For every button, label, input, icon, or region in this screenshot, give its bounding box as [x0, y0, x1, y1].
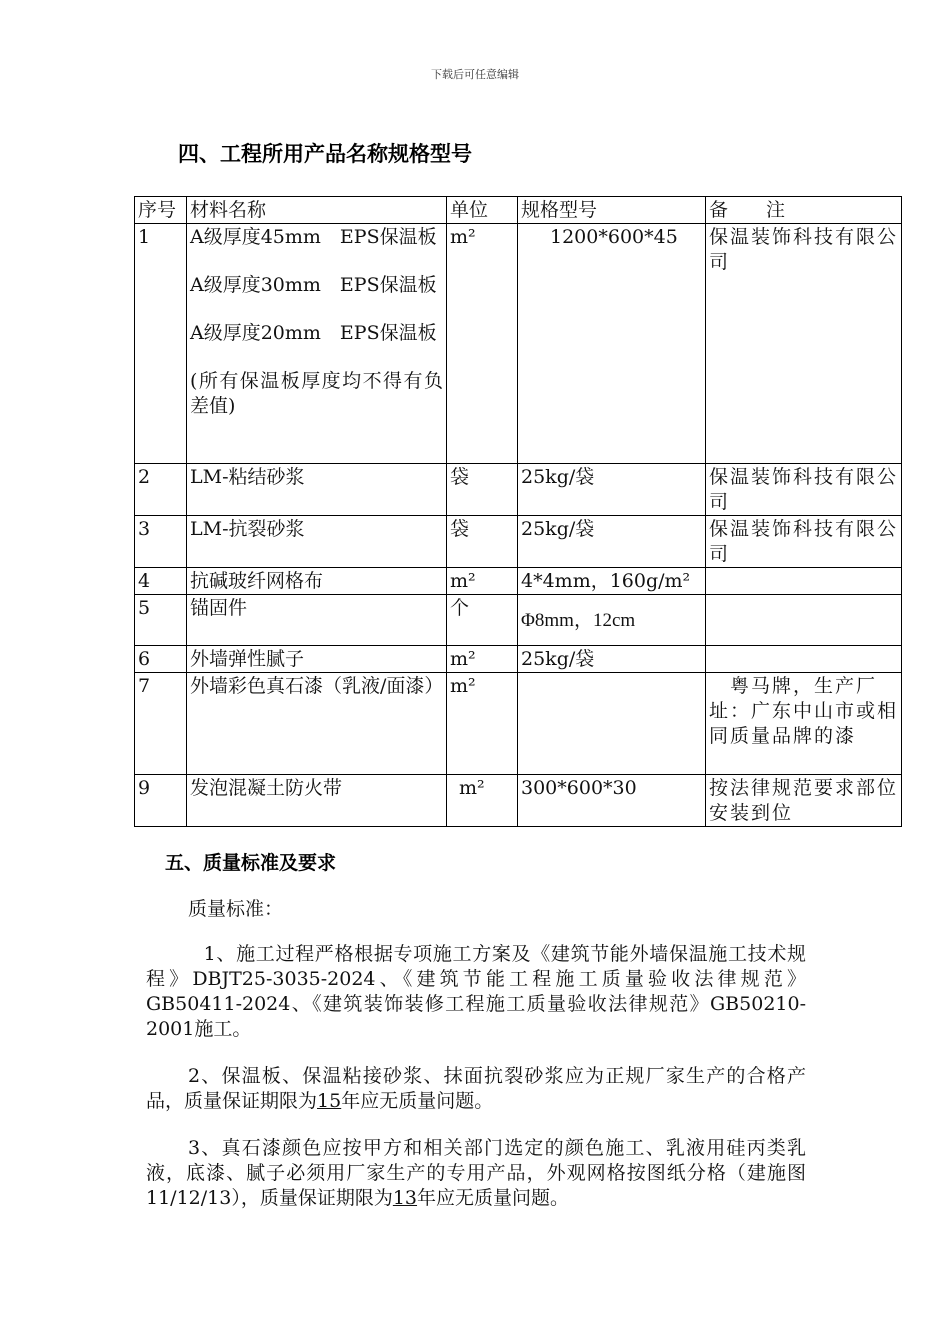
- paragraph-3-tail: 年应无质量问题。: [417, 1187, 570, 1209]
- spec-cell: Φ8mm，12cm: [518, 595, 706, 646]
- header-cell: 序号: [135, 197, 187, 224]
- material-name: LM-抗裂砂浆: [187, 516, 447, 568]
- paragraph-2-tail: 年应无质量问题。: [341, 1090, 494, 1112]
- material-name-line: A级厚度45mm EPS保温板: [190, 226, 437, 248]
- row-number: 7: [135, 673, 187, 775]
- warranty-years-13: 13: [392, 1187, 418, 1209]
- unit-cell: 个: [447, 595, 518, 646]
- paragraph-3-text: 3、真石漆颜色应按甲方和相关部门选定的颜色施工、乳液用硅丙类乳液，底漆、腻子必须用厂家生产的专用产品，外观网格按图纸分格（建施图11/12/13），质量保证期限为: [146, 1137, 806, 1209]
- header-cell: 单位: [447, 197, 518, 224]
- unit-cell: m²: [447, 646, 518, 673]
- row-number: 2: [135, 464, 187, 516]
- note-cell: 按法律规范要求部位安装到位: [706, 775, 902, 827]
- material-name-line: A级厚度20mm EPS保温板: [190, 322, 437, 344]
- note-cell: [706, 646, 902, 673]
- material-name: 锚固件: [187, 595, 447, 646]
- spec-cell: 300*600*30: [518, 775, 706, 827]
- material-name: 发泡混凝土防火带: [187, 775, 447, 827]
- table-row: [135, 646, 902, 673]
- table-header-row: [135, 197, 902, 224]
- unit-cell: 袋: [447, 464, 518, 516]
- paragraph-2-text: 2、保温板、保温粘接砂浆、抹面抗裂砂浆应为正规厂家生产的合格产品，质量保证期限为: [146, 1065, 806, 1112]
- row-number: 4: [135, 568, 187, 595]
- row-number: 5: [135, 595, 187, 646]
- material-name: [187, 224, 447, 464]
- note-cell: 保温装饰科技有限公司: [706, 464, 902, 516]
- warranty-years-15: 15: [317, 1090, 342, 1112]
- section-4-title: 四、工程所用产品名称规格型号: [178, 142, 472, 166]
- row-number: 9: [135, 775, 187, 827]
- row-number: 3: [135, 516, 187, 568]
- row-number: 6: [135, 646, 187, 673]
- table-row: [135, 464, 902, 516]
- table-row: [135, 595, 902, 646]
- quality-paragraph-2: [146, 1064, 806, 1114]
- spec-cell: 25kg/袋: [518, 516, 706, 568]
- quality-paragraph-1: 1、施工过程严格根据专项施工方案及《建筑节能外墙保温施工技术规程》DBJT25-3035-2024、《建筑节能工程施工质量验收法律规范》GB50411-2024、《建筑装饰装修工程施工质量验收法律规范》GB50210-2001施工。: [146, 943, 806, 1040]
- note-cell: [706, 568, 902, 595]
- table-row: [135, 224, 902, 464]
- note-cell: 保温装饰科技有限公司: [706, 516, 902, 568]
- materials-table: [134, 196, 902, 827]
- header-note: 下载后可任意编辑: [431, 68, 519, 81]
- unit-cell: m²: [447, 673, 518, 775]
- table-row: [135, 673, 902, 775]
- spec-cell: 25kg/袋: [518, 464, 706, 516]
- table-row: [135, 775, 902, 827]
- header-cell: 规格型号: [518, 197, 706, 224]
- unit-cell: m²: [447, 568, 518, 595]
- row-number: 1: [135, 224, 187, 464]
- spec-cell: [518, 673, 706, 775]
- note-cell: 保温装饰科技有限公司: [706, 224, 902, 464]
- unit-cell: m²: [447, 775, 518, 827]
- material-name-line: (所有保温板厚度均不得有负差值): [190, 370, 443, 417]
- header-cell: 材料名称: [187, 197, 447, 224]
- section-5-title: 五、质量标准及要求: [165, 852, 337, 874]
- quality-paragraph-3: [146, 1136, 806, 1211]
- spec-cell: 4*4mm，160g/m²: [518, 568, 706, 595]
- material-name: 抗碱玻纤网格布: [187, 568, 447, 595]
- material-name: 外墙彩色真石漆（乳液/面漆）: [187, 673, 447, 775]
- table-row: [135, 516, 902, 568]
- spec-cell: 1200*600*45: [518, 224, 706, 464]
- unit-cell: m²: [447, 224, 518, 464]
- material-name-line: A级厚度30mm EPS保温板: [190, 274, 437, 296]
- note-cell: [706, 595, 902, 646]
- unit-cell: 袋: [447, 516, 518, 568]
- material-name: 外墙弹性腻子: [187, 646, 447, 673]
- table-row: [135, 568, 902, 595]
- spec-cell: 25kg/袋: [518, 646, 706, 673]
- header-cell: 备 注: [706, 197, 902, 224]
- material-name: LM-粘结砂浆: [187, 464, 447, 516]
- note-cell: 粤马牌，生产厂址：广东中山市或相同质量品牌的漆: [706, 673, 902, 775]
- quality-standard-label: 质量标准：: [188, 898, 284, 920]
